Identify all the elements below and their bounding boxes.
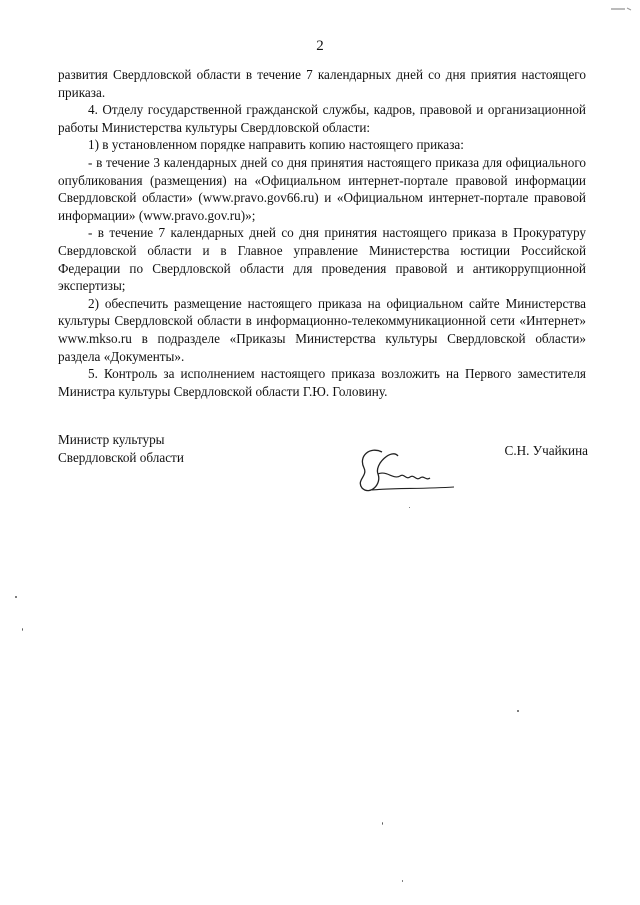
paragraph-7: 5. Контроль за исполнением настоящего приказа возложить на Первого заместителя Министра культуры Свердловской области Г.Ю. Головину. — [58, 366, 586, 399]
signatory-name: С.Н. Учайкина — [504, 443, 588, 458]
page-number: 2 — [316, 38, 324, 54]
scan-speck — [22, 628, 23, 631]
document-body — [58, 66, 586, 400]
handwritten-signature — [352, 440, 462, 496]
scan-speck — [382, 822, 383, 825]
scan-speck — [15, 596, 17, 598]
signatory-title — [58, 431, 184, 467]
paragraph-5: - в течение 7 календарных дней со дня принятия настоящего приказа в Прокуратуру Свердловской области и в Главное управление Министерства юстиции Российской Федерации по Свердловской области для проведения правовой и антикоррупционной экспертизы; — [58, 225, 586, 294]
paragraph-1: развития Свердловской области в течение 7 календарных дней со дня приятия настоящего приказа. — [58, 67, 586, 100]
signatory-title-line-2: Свердловской области — [58, 450, 184, 465]
paragraph-6: 2) обеспечить размещение настоящего приказа на официальном сайте Министерства культуры Свердловской области в информационно-телекоммуникационной сети «Интернет» www.mkso.ru в подразделе «Приказы Министерства культуры Свердловской области» раздела «Документы». — [58, 295, 586, 364]
paragraph-4: - в течение 3 календарных дней со дня принятия настоящего приказа для официального опубликования (размещения) на «Официальном интернет-портале правовой информации Свердловской области» (www.pravo.gov66.ru) и «Официальном интернет-портале правовой информации» (www.pravo.gov.ru)»; — [58, 154, 586, 223]
paragraph-2: 4. Отделу государственной гражданской службы, кадров, правовой и организационной работы Министерства культуры Свердловской области: — [58, 102, 586, 135]
signatory-title-line-1: Министр культуры — [58, 432, 165, 447]
scan-speck — [402, 880, 403, 882]
paragraph-3: 1) в установленном порядке направить копию настоящего приказа: — [88, 137, 464, 153]
scan-artifact — [610, 6, 632, 12]
scan-speck — [409, 507, 410, 508]
scan-speck — [517, 710, 519, 712]
